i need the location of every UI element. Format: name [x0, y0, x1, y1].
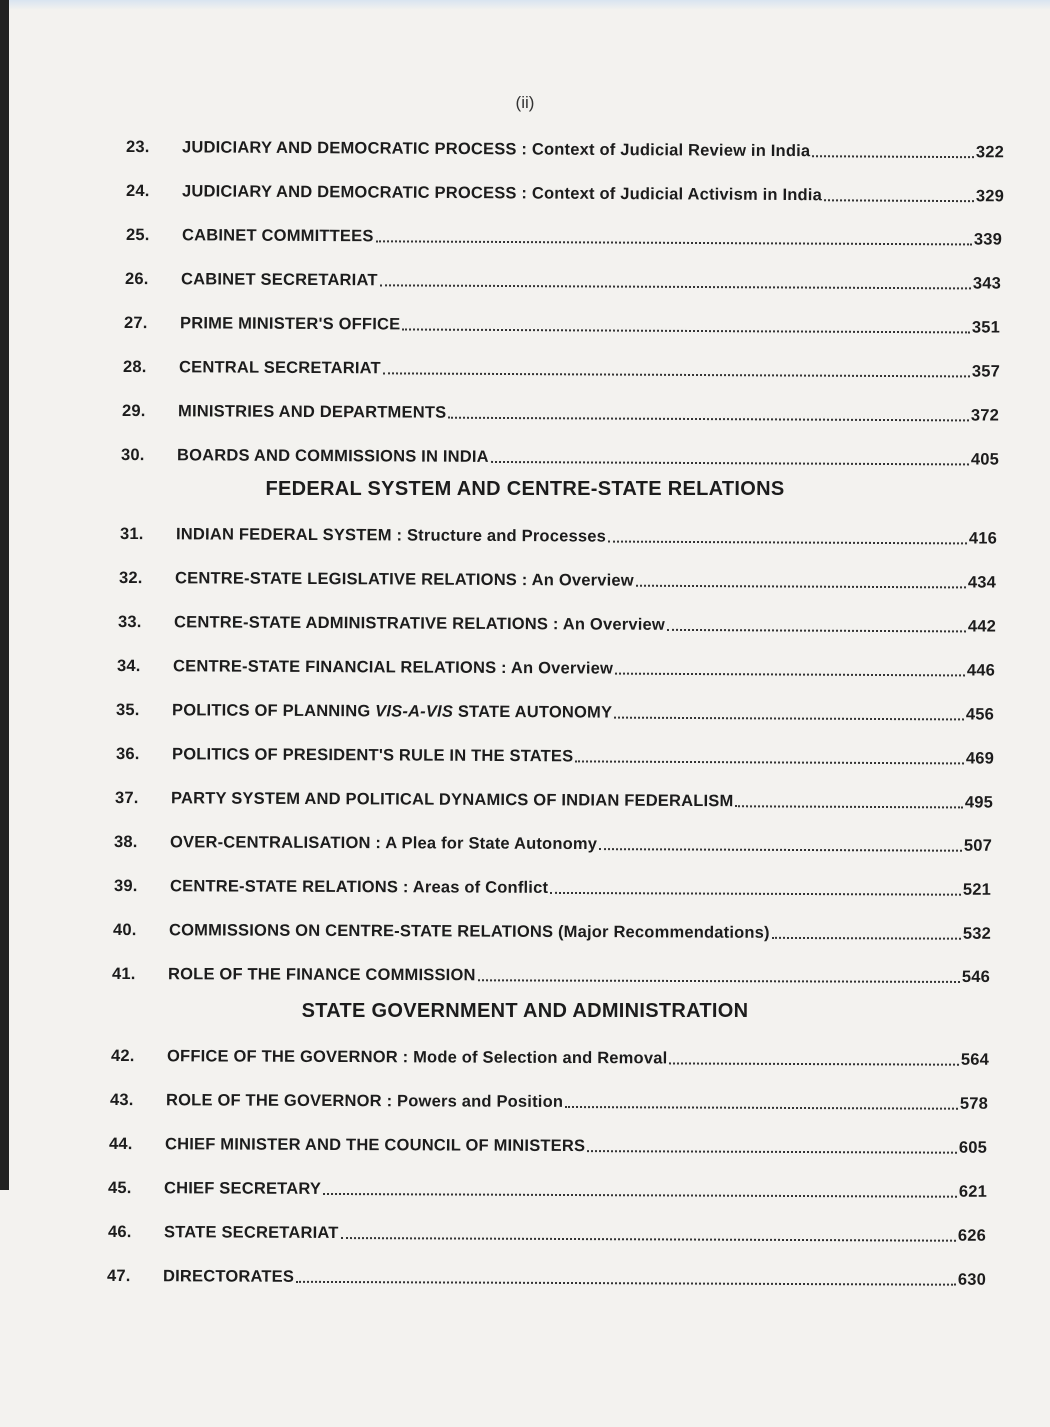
entry-number: 36.	[116, 745, 140, 764]
entry-subtitle: Context of Judicial Review in India	[531, 140, 811, 161]
entry-number: 40.	[113, 921, 137, 940]
toc-entry[interactable]	[114, 870, 991, 900]
toc-entry[interactable]	[107, 1260, 986, 1290]
dot-leader	[667, 629, 966, 633]
entry-title	[169, 921, 770, 943]
entry-title-main: ROLE OF THE FINANCE COMMISSION	[168, 965, 476, 985]
dot-leader	[669, 1062, 959, 1065]
dot-leader	[383, 372, 970, 377]
entry-number: 28.	[123, 358, 147, 377]
entry-title	[182, 182, 822, 205]
toc-entry[interactable]	[123, 351, 1000, 382]
dot-leader	[812, 155, 974, 158]
section-heading: STATE GOVERNMENT AND ADMINISTRATION	[301, 1000, 749, 1022]
entry-subtitle: Mode of Selection and Removal	[413, 1048, 668, 1068]
entry-page-number: 329	[975, 187, 1005, 206]
entry-page-number: 578	[959, 1094, 989, 1113]
entry-number: 32.	[119, 569, 143, 588]
entry-title-continued: STATE AUTONOMY	[453, 702, 613, 722]
entry-title-main: POLITICS OF PRESIDENT'S RULE IN THE STATES	[172, 745, 574, 766]
entry-page-number: 339	[973, 230, 1003, 249]
toc-entry[interactable]	[108, 1172, 987, 1202]
entry-title-main: ROLE OF THE GOVERNOR :	[166, 1091, 398, 1111]
entry-number: 46.	[108, 1223, 132, 1242]
dot-leader	[735, 805, 962, 808]
entry-title-main: CHIEF MINISTER AND THE COUNCIL OF MINISTERS	[165, 1135, 586, 1156]
entry-title	[170, 833, 597, 854]
toc-entry[interactable]	[122, 395, 999, 426]
entry-page-number: 630	[957, 1270, 987, 1289]
entry-number: 33.	[118, 613, 142, 632]
entry-title	[173, 657, 613, 678]
dot-leader	[323, 1193, 957, 1198]
dot-leader	[478, 979, 960, 983]
toc-entry[interactable]	[119, 562, 996, 593]
entry-title	[170, 877, 548, 898]
entry-title-main: STATE SECRETARIAT	[164, 1223, 339, 1243]
entry-number: 41.	[112, 965, 136, 984]
entry-page-number: 372	[970, 406, 1000, 425]
entry-title-main: BOARDS AND COMMISSIONS IN INDIA	[177, 446, 489, 466]
toc-entry[interactable]	[126, 131, 1004, 162]
entry-title	[167, 1047, 667, 1068]
toc-entry[interactable]	[121, 439, 999, 470]
entry-title-main: CENTRE-STATE ADMINISTRATIVE RELATIONS :	[174, 613, 563, 634]
entry-number: 43.	[110, 1091, 134, 1110]
toc-entry[interactable]	[126, 219, 1002, 250]
dot-leader	[565, 1106, 958, 1110]
entry-title-main: CENTRE-STATE FINANCIAL RELATIONS :	[173, 657, 512, 678]
entry-title	[180, 314, 400, 334]
entry-title	[182, 138, 810, 161]
entry-subtitle: Structure and Processes	[406, 526, 607, 546]
dot-leader	[587, 1150, 957, 1154]
dot-leader	[772, 937, 961, 940]
dot-leader	[615, 673, 965, 677]
toc-entry[interactable]	[118, 606, 996, 637]
page-top-edge	[0, 0, 1050, 10]
entry-number: 38.	[114, 833, 138, 852]
entry-title-main: CABINET COMMITTEES	[182, 226, 374, 246]
entry-subtitle: Areas of Conflict	[412, 878, 549, 897]
entry-number: 26.	[125, 270, 149, 289]
entry-number: 39.	[114, 877, 138, 896]
toc-entry[interactable]	[110, 1084, 988, 1114]
entry-title	[177, 446, 489, 467]
entry-title	[163, 1267, 294, 1287]
entry-number: 23.	[126, 138, 150, 157]
entry-page-number: 564	[960, 1050, 990, 1069]
dot-leader	[341, 1237, 956, 1242]
entry-number: 34.	[117, 657, 141, 676]
entry-page-number: 521	[962, 880, 992, 899]
toc-entry[interactable]	[120, 518, 997, 549]
toc-entry[interactable]	[108, 1216, 986, 1246]
entry-title-main: PRIME MINISTER'S OFFICE	[180, 314, 401, 334]
entry-number: 24.	[126, 182, 150, 201]
entry-title	[165, 1135, 585, 1156]
toc-entry[interactable]	[109, 1128, 987, 1158]
entry-subtitle: An Overview	[531, 571, 634, 590]
entry-title-main: CENTRE-STATE RELATIONS :	[170, 877, 413, 897]
entry-number: 35.	[116, 701, 140, 720]
dot-leader	[824, 199, 974, 202]
entry-page-number: 546	[961, 967, 991, 987]
entry-number: 37.	[115, 789, 139, 808]
entry-title	[172, 745, 573, 766]
entry-page-number: 469	[965, 749, 995, 768]
entry-page-number: 507	[963, 836, 993, 855]
entry-title-main: INDIAN FEDERAL SYSTEM :	[176, 525, 408, 545]
entry-subtitle: Context of Judicial Activism in India	[531, 184, 823, 205]
toc-entry[interactable]	[116, 694, 994, 725]
entry-page-number: 626	[957, 1226, 987, 1245]
entry-title	[164, 1179, 321, 1199]
entry-title-main: JUDICIARY AND DEMOCRATIC PROCESS :	[182, 182, 532, 203]
entry-page-number: 446	[966, 661, 996, 680]
entry-title	[164, 1223, 339, 1243]
entry-subtitle: A Plea for State Autonomy	[385, 834, 598, 854]
toc-entry[interactable]	[114, 826, 992, 856]
entry-title-main: JUDICIARY AND DEMOCRATIC PROCESS :	[182, 138, 532, 159]
dot-leader	[636, 585, 966, 589]
entry-title	[171, 789, 734, 811]
dot-leader	[376, 240, 972, 245]
entry-title-main: CABINET SECRETARIAT	[181, 270, 378, 290]
entry-title	[168, 965, 476, 985]
entry-title-main: MINISTRIES AND DEPARTMENTS	[178, 402, 447, 422]
entry-title	[174, 613, 665, 635]
dot-leader	[614, 717, 964, 721]
entry-number: 31.	[120, 525, 144, 544]
entry-title	[179, 358, 381, 378]
toc-entry[interactable]	[111, 1040, 989, 1070]
entry-page-number: 456	[965, 705, 995, 724]
entry-title-main: DIRECTORATES	[163, 1267, 295, 1286]
toc-entry[interactable]	[126, 175, 1004, 206]
entry-title	[182, 226, 374, 246]
entry-title	[176, 525, 606, 546]
entry-title-main: PARTY SYSTEM AND POLITICAL DYNAMICS OF INDIAN FEDERALISM	[171, 789, 734, 811]
entry-number: 27.	[124, 314, 148, 333]
entry-number: 25.	[126, 226, 150, 245]
toc-entry[interactable]	[112, 958, 990, 987]
entry-title-italic: VIS-A-VIS	[375, 702, 454, 721]
entry-page-number: 343	[972, 274, 1002, 293]
dot-leader	[550, 892, 961, 896]
entry-title-main: CENTRE-STATE LEGISLATIVE RELATIONS :	[175, 569, 532, 590]
entry-title	[181, 270, 378, 290]
entry-number: 45.	[108, 1179, 132, 1198]
entry-title-main: POLITICS OF PLANNING	[172, 701, 376, 721]
dot-leader	[402, 328, 970, 333]
entry-page-number: 416	[968, 529, 998, 548]
page-number: (ii)	[515, 93, 535, 112]
toc-entry[interactable]	[115, 782, 993, 813]
toc-entry[interactable]	[124, 307, 1000, 338]
entry-page-number: 495	[964, 793, 994, 812]
entry-page-number: 605	[958, 1138, 988, 1157]
entry-page-number: 442	[967, 617, 997, 636]
entry-title	[166, 1091, 563, 1112]
entry-title	[172, 701, 612, 722]
dot-leader	[491, 461, 969, 466]
entry-title-main: OFFICE OF THE GOVERNOR :	[167, 1047, 414, 1067]
entry-title-main: OVER-CENTRALISATION :	[170, 833, 386, 853]
dot-leader	[608, 541, 967, 545]
entry-page-number: 621	[958, 1182, 988, 1201]
entry-number: 30.	[121, 446, 145, 465]
entry-subtitle: (Major Recommendations)	[557, 922, 770, 942]
entry-page-number: 532	[962, 924, 992, 943]
entry-subtitle: An Overview	[562, 615, 665, 634]
entry-page-number: 357	[971, 362, 1001, 381]
entry-number: 29.	[122, 402, 146, 421]
entry-subtitle: An Overview	[510, 659, 614, 678]
toc-entry[interactable]	[116, 738, 994, 769]
entry-number: 42.	[111, 1047, 135, 1066]
dot-leader	[448, 417, 969, 422]
entry-page-number: 322	[975, 143, 1005, 162]
entry-title-main: CENTRAL SECRETARIAT	[179, 358, 381, 378]
dot-leader	[380, 284, 971, 289]
entry-page-number: 405	[970, 450, 1000, 469]
dot-leader	[575, 760, 964, 764]
entry-page-number: 434	[967, 573, 997, 592]
section-heading: FEDERAL SYSTEM AND CENTRE-STATE RELATIONS	[265, 478, 785, 500]
toc-entry[interactable]	[117, 650, 995, 681]
entry-number: 47.	[107, 1267, 131, 1286]
dot-leader	[296, 1281, 956, 1286]
entry-title-main: COMMISSIONS ON CENTRE-STATE RELATIONS	[169, 921, 559, 941]
entry-page-number: 351	[971, 318, 1001, 337]
toc-entry[interactable]	[125, 263, 1001, 294]
entry-title	[175, 569, 634, 590]
entry-title	[178, 402, 446, 422]
entry-subtitle: Powers and Position	[397, 1092, 564, 1111]
entry-title-main: CHIEF SECRETARY	[164, 1179, 322, 1198]
dot-leader	[599, 848, 962, 852]
toc-entry[interactable]	[113, 914, 991, 944]
entry-number: 44.	[109, 1135, 133, 1154]
